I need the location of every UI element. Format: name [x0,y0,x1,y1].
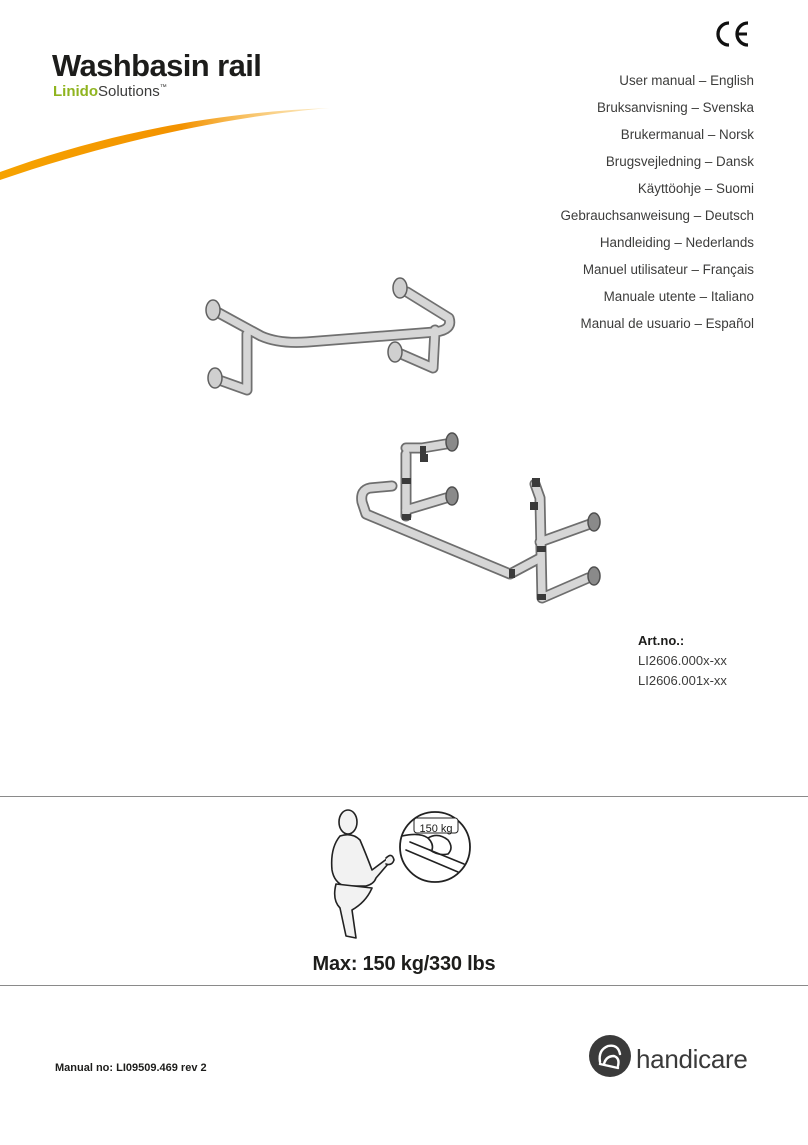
load-badge: 150 kg [419,823,453,835]
language-item: Manuale utente – Italiano [603,289,754,304]
language-list [560,67,754,337]
language-item: Handleiding – Nederlands [599,235,754,250]
max-load-text: Max: 150 kg/330 lbs [312,953,496,975]
language-item: Brukermanual – Norsk [620,127,754,142]
seated-person-icon [326,806,398,944]
document-title: Washbasin rail [52,48,262,83]
brand-part-1: Linido [53,83,98,100]
rail-parts-illustration [350,426,610,611]
language-item: Manuel utilisateur – Français [582,262,754,277]
company-name: handicare [636,1044,748,1074]
divider-top [0,796,808,797]
divider-bottom [0,985,808,986]
brand-part-2: Solutions [98,83,160,100]
article-numbers [638,631,727,691]
language-item: Käyttöohje – Suomi [637,181,754,196]
article-label: Art.no.: [638,633,685,648]
language-item: Gebrauchsanweisung – Deutsch [560,208,754,223]
hand-grip-icon [398,810,472,884]
language-item: User manual – English [619,73,754,88]
language-item: Bruksanvisning – Svenska [596,100,754,115]
handicare-logo-icon [588,1034,632,1078]
ce-mark-icon [712,20,752,48]
washbasin-rail-illustration [195,272,475,412]
brand-logo [53,84,167,99]
manual-number: Manual no: LI09509.469 rev 2 [55,1062,207,1074]
trademark: ™ [159,84,167,91]
language-item: Brugsvejledning – Dansk [605,154,754,169]
article-number: LI2606.000x-xx [638,653,727,668]
language-item: Manual de usuario – Español [580,316,754,331]
article-number: LI2606.001x-xx [638,673,727,688]
